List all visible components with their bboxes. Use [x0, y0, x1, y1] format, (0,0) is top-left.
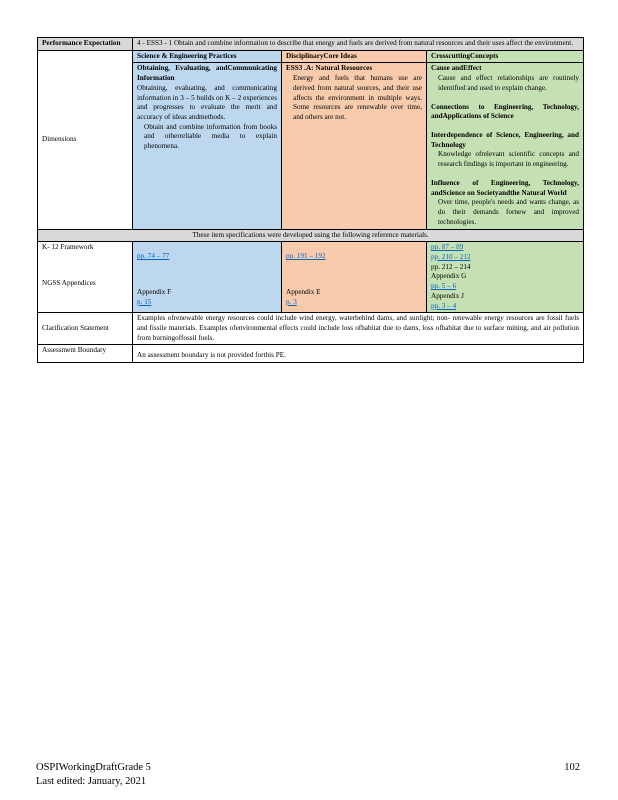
clarification-label: Clarification Statement — [38, 313, 133, 345]
ngss-appendices-label: NGSS Appendices — [42, 278, 96, 287]
page-number: 102 — [564, 762, 580, 773]
dci-header: DisciplinaryCore Ideas — [282, 50, 427, 63]
ccc-heading-influence: Influence of Engineering, Technology, andScience on Societyandthe Natural World — [431, 178, 580, 197]
references-row — [38, 242, 584, 313]
ccc-k12-link-1[interactable]: pp. 87 – 89 — [431, 243, 464, 252]
dci-heading: ESS3 .A: Natural Resources — [286, 64, 373, 73]
ccc-k12-pages: pp. 212 – 214 — [431, 262, 471, 271]
clarification-row — [38, 313, 584, 345]
reference-note-row — [38, 229, 584, 242]
dci-bullet: Energy and fuels that humans use are derived from natural sources, and their use affects the environment in multiple ways. Some resources are renewable over time, and others are not. — [293, 74, 422, 122]
k12-framework-label: K- 12 Framework — [42, 243, 94, 252]
sep-appendix-link[interactable]: p. 15 — [137, 297, 152, 306]
ccc-appendix-j-link[interactable]: pp. 3 – 4 — [431, 301, 457, 310]
sep-bullet: Obtain and combine information from books and otherreliable media to explain phenomena. — [144, 122, 277, 151]
assessment-row — [38, 345, 584, 363]
ccc-appendix-g-link[interactable]: pp. 5 – 6 — [431, 282, 457, 291]
dci-references — [282, 242, 427, 313]
ccc-bullet-interdependence: Knowledge ofrelevant scientific concepts and research findings is important in engineering. — [438, 150, 580, 169]
dci-cell — [282, 63, 427, 229]
dci-k12-link[interactable]: pp. 191 – 192 — [286, 252, 326, 261]
footer-edited: Last edited: January, 2021 — [36, 776, 147, 787]
dci-appendix: Appendix E — [286, 287, 321, 296]
assessment-text: An assessment boundary is not provided forthis PE. — [133, 345, 584, 363]
ccc-bullet-cause-effect: Cause and effect relationships are routinely identified and used to explain change. — [438, 74, 580, 92]
sep-k12-link[interactable]: pp. 74 – 77 — [137, 252, 170, 261]
ccc-heading-connections: Connections to Engineering, Technology, andApplications of Science — [431, 102, 580, 121]
ccc-heading-cause-effect: Cause andEffect — [431, 64, 482, 73]
sep-header: Science & Engineering Practices — [133, 50, 282, 63]
dimensions-label: Dimensions — [38, 50, 133, 229]
performance-expectation-label: Performance Expectation — [38, 38, 133, 51]
ccc-bullet-influence: Over time, people's needs and wants change, as do their demands fornew and improved technologies. — [438, 198, 580, 226]
sep-heading: Obtaining, Evaluating, andCommunicating Information — [137, 64, 277, 83]
footer-title: OSPIWorkingDraftGrade 5 — [36, 762, 151, 773]
clarification-text: Examples ofrenewable energy resources could include wind energy, waterbehind dams, and sunlight; non- renewable energy resources are fossil fuels and fissile materials. Examples ofenvironmental effects could include loss ofhabitat due to dams, loss ofhabitat due to surface mining, and air pollution from burningoffossil fuels. — [133, 313, 584, 345]
ccc-heading-interdependence: Interdependence of Science, Engineering, and Technology — [431, 131, 580, 149]
ccc-header: CrosscuttingConcepts — [427, 50, 584, 63]
dci-appendix-link[interactable]: p. 3 — [286, 297, 297, 306]
sep-references — [133, 242, 282, 313]
references-labels — [38, 242, 133, 313]
performance-expectation-text: 4 - ESS3 - 1 Obtain and combine information to describe that energy and fuels are derived from natural resources and their uses affect the environment. — [133, 38, 584, 51]
ccc-references — [427, 242, 584, 313]
reference-note: These item specifications were developed using the following reference materials. — [38, 229, 584, 242]
sep-appendix: Appendix F — [137, 287, 172, 296]
ccc-k12-link-2[interactable]: pp. 210 – 212 — [431, 252, 471, 261]
sep-cell — [133, 63, 282, 229]
ccc-appendix-j: Appendix J — [431, 291, 464, 300]
performance-expectation-row — [38, 38, 584, 51]
ccc-cell — [427, 63, 584, 229]
ccc-appendix-g: Appendix G — [431, 272, 467, 281]
dimension-headers-row — [38, 50, 584, 63]
assessment-label: Assessment Boundary — [38, 345, 133, 363]
sep-body: Obtaining, evaluating, and communicating information in 3 – 5 builds on K – 2 experiences and progresses to evaluate the merit and accuracy of ideas andmethods. — [137, 83, 277, 122]
item-specification-table — [37, 37, 584, 363]
